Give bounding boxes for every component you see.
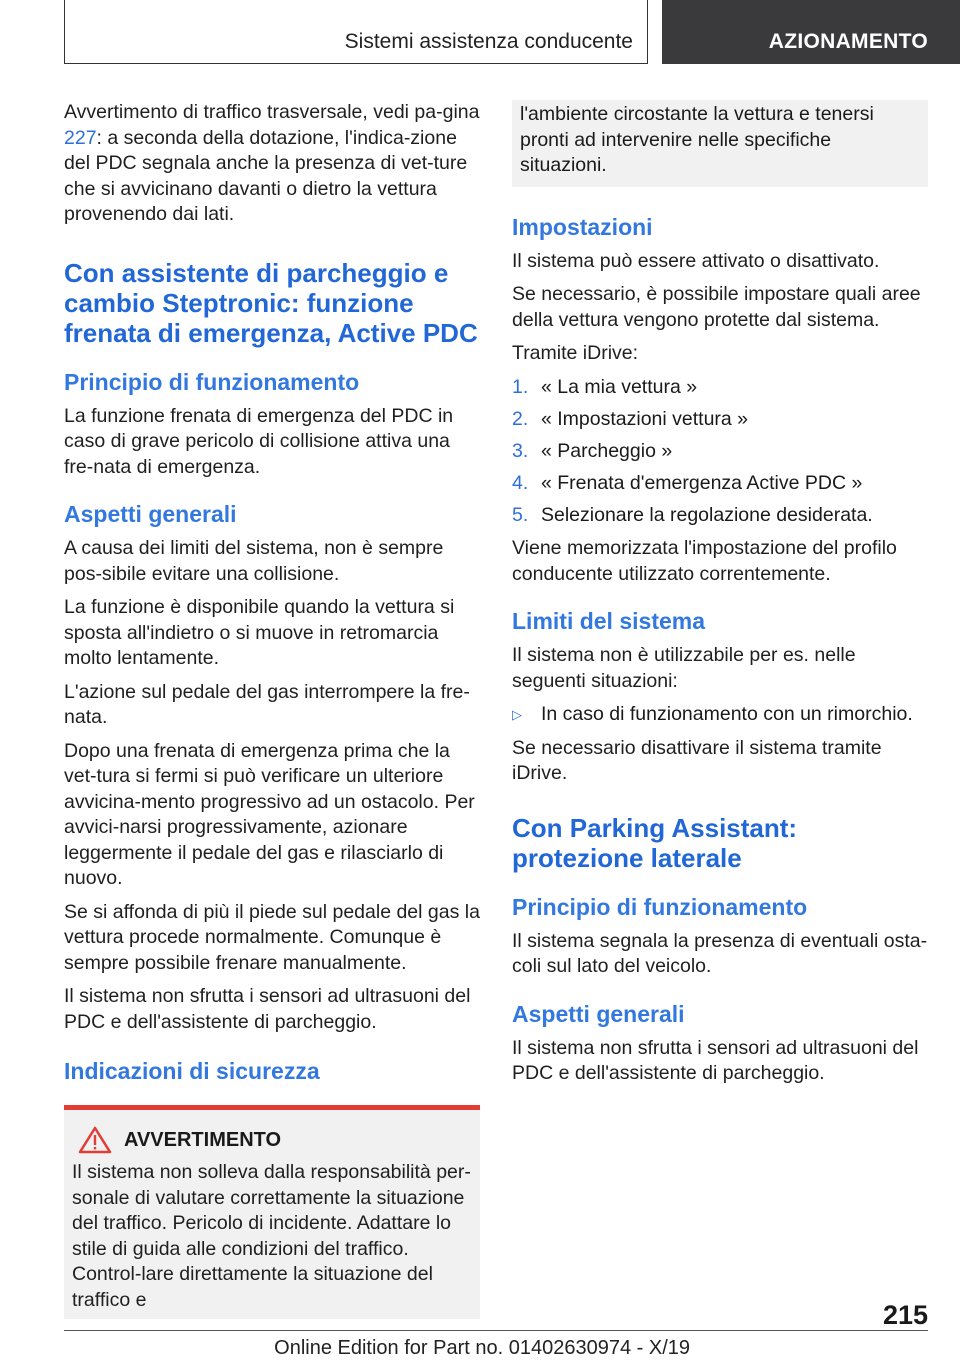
intro-paragraph: Avvertimento di traffico trasversale, vedi pa-gina 227: a seconda della dotazione, l'indica-zione del PDC segnala anche la presenza di vet-ture che si avvicinano davanti o dietro la vettura provenendo dai lati. (64, 101, 480, 225)
limits-intro: Il sistema non è utilizzabile per es. nelle seguenti situazioni: (512, 644, 856, 692)
step-text: « Parcheggio » (541, 439, 673, 462)
header-section-tab (662, 0, 960, 64)
step-number: 5. (512, 503, 529, 526)
list-item (512, 407, 928, 433)
general-paragraph: La funzione è disponibile quando la vettura si sposta all'indietro o si muove in retromarcia molto lentamente. (64, 596, 455, 669)
general-paragraph: Dopo una frenata di emergenza prima che la vet-tura si fermi si può verificare un ulteriore avvicina-mento progressivo ad un ostacolo. Per avvici-narsi progressivamente, azionare leggermente il pedale del gas e rilasciarlo di nuovo. (64, 739, 475, 889)
limits-list (512, 702, 928, 728)
footer-divider (64, 1330, 928, 1331)
heading-principle-2: Principio di funzionamento (512, 893, 808, 920)
list-item (512, 375, 928, 401)
list-item (512, 471, 928, 497)
heading-general-aspects: Aspetti generali (64, 501, 237, 527)
step-text: Selezionare la regolazione desiderata. (541, 503, 873, 526)
general-paragraph: L'azione sul pedale del gas interrompere la fre-nata. (64, 680, 470, 728)
list-item (512, 439, 928, 465)
warning-triangle-icon (78, 1126, 112, 1154)
warning-box (64, 1105, 480, 1319)
right-column (512, 100, 928, 1095)
warning-text: Il sistema non solleva dalla responsabilità per-sonale di valutare correttamente la situazione del traffico. Pericolo di incidente. Adattare lo stile di guida alle condizioni del traffico. Control-lare direttamente la situazione del traffico e (72, 1161, 471, 1311)
principle-paragraph-2: Il sistema segnala la presenza di eventuali osta-coli sul lato del veicolo. (512, 929, 928, 977)
step-text: « La mia vettura » (541, 375, 698, 398)
list-item (512, 702, 928, 728)
general-paragraph: Se si affonda di più il piede sul pedale del gas la vettura procede normalmente. Comunque è sempre possibile frenare manualmente. (64, 900, 480, 974)
step-number: 2. (512, 407, 529, 430)
section-title: AZIONAMENTO (768, 30, 928, 53)
list-item (512, 503, 928, 529)
step-number: 1. (512, 375, 529, 398)
heading-general-aspects-2: Aspetti generali (512, 1000, 685, 1027)
general-paragraph-2: Il sistema non sfrutta i sensori ad ultrasuoni del PDC e dell'assistente di parcheggio. (512, 1036, 919, 1084)
step-number: 3. (512, 439, 529, 462)
page-number: 215 (882, 1300, 928, 1330)
heading-parking-assistant: Con Parking Assistant: protezione laterale (512, 812, 798, 873)
left-column (64, 100, 480, 1319)
step-number: 4. (512, 471, 529, 494)
heading-settings: Impostazioni (512, 213, 653, 240)
warning-continued-text: l'ambiente circostante la vettura e tenersi pronti ad intervenire nelle specifiche situazioni. (520, 103, 874, 176)
step-text: « Frenata d'emergenza Active PDC » (541, 471, 863, 494)
general-paragraph: Il sistema non sfrutta i sensori ad ultrasuoni del PDC e dell'assistente di parcheggio. (64, 985, 471, 1033)
heading-emergency-braking: Con assistente di parcheggio e cambio Steptronic: funzione frenata di emergenza, Active PDC (64, 257, 478, 348)
heading-system-limits: Limiti del sistema (512, 608, 706, 634)
settings-note: Viene memorizzata l'impostazione del profilo conducente utilizzato correntemente. (512, 537, 897, 585)
settings-paragraph: Il sistema può essere attivato o disattivato. (512, 249, 880, 272)
settings-paragraph: Se necessario, è possibile impostare quali aree della vettura vengono protette dal sistema. (512, 283, 921, 331)
warning-header (72, 1126, 474, 1154)
limits-note: Se necessario disattivare il sistema tramite iDrive. (512, 736, 882, 784)
settings-steps-list (512, 375, 928, 529)
chapter-title: Sistemi assistenza conducente (344, 30, 633, 53)
settings-paragraph: Tramite iDrive: (512, 342, 639, 364)
page-reference-link[interactable]: 227 (64, 126, 97, 149)
principle-paragraph: La funzione frenata di emergenza del PDC in caso di grave pericolo di collisione attiva una fre-nata di emergenza. (64, 404, 454, 478)
heading-principle: Principio di funzionamento (64, 368, 360, 395)
footer-edition: Online Edition for Part no. 01402630974 - X/19 (274, 1337, 690, 1359)
warning-box-continued (512, 100, 928, 187)
general-paragraph: A causa dei limiti del sistema, non è sempre pos-sibile evitare una collisione. (64, 537, 444, 585)
warning-title: AVVERTIMENTO (124, 1128, 282, 1151)
step-text: « Impostazioni vettura » (541, 407, 749, 430)
triangle-bullet-icon: ▷ (512, 707, 522, 722)
heading-safety: Indicazioni di sicurezza (64, 1058, 320, 1084)
bullet-text: In caso di funzionamento con un rimorchio. (541, 703, 913, 725)
header-chapter-box (64, 0, 648, 64)
